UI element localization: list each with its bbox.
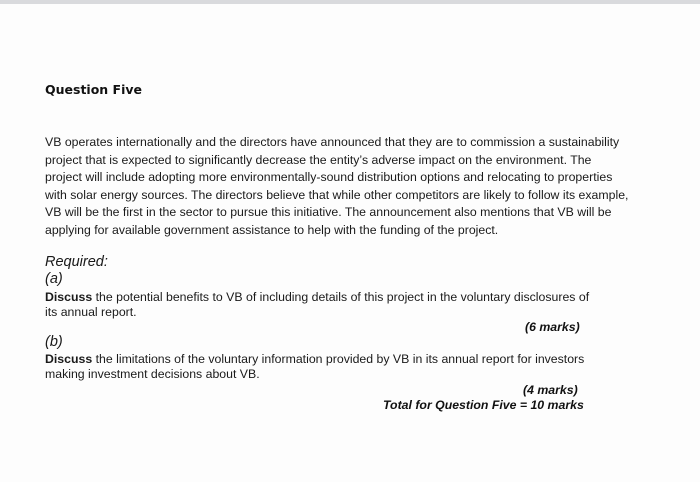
scenario-line: with solar energy sources. The directors believe that while other competitors are likely to follow its example, [45, 187, 629, 202]
scenario-line: VB will be the first in the sector to pursue this initiative. The announcement also mentions that VB will be [45, 205, 612, 220]
part-b-marks: (4 marks) [523, 383, 578, 397]
part-a-label: (a) [45, 271, 63, 287]
part-a-task [45, 290, 675, 319]
part-a-text: the potential benefits to VB of including details of this project in the voluntary disclosures of [92, 290, 590, 304]
part-b-verb: Discuss [45, 352, 93, 366]
total-marks: Total for Question Five = 10 marks [383, 398, 584, 412]
scenario-paragraph [45, 134, 685, 240]
part-b-line-2: making investment decisions about VB. [45, 366, 260, 381]
scenario-line: project will include adopting more environmentally-sound distribution options and relocating to properties [45, 170, 613, 185]
part-b-line-1 [45, 352, 675, 367]
part-a-line-1 [45, 290, 675, 305]
part-a-verb: Discuss [45, 290, 93, 304]
part-b-label: (b) [45, 334, 63, 350]
question-heading: Question Five [45, 82, 142, 97]
document-page [0, 4, 700, 482]
scenario-line: VB operates internationally and the directors have announced that they are to commission a sustainability [45, 135, 620, 149]
part-b-task [45, 352, 675, 381]
part-b-text: the limitations of the voluntary information provided by VB in its annual report for investors [92, 352, 585, 366]
scenario-line: applying for available government assistance to help with the funding of the project. [45, 222, 499, 237]
part-a-line-2: its annual report. [45, 304, 137, 319]
part-a-marks: (6 marks) [525, 320, 580, 334]
required-label: Required: [45, 254, 108, 270]
scenario-line: project that is expected to significantly decrease the entity’s adverse impact on the environment. The [45, 152, 592, 167]
